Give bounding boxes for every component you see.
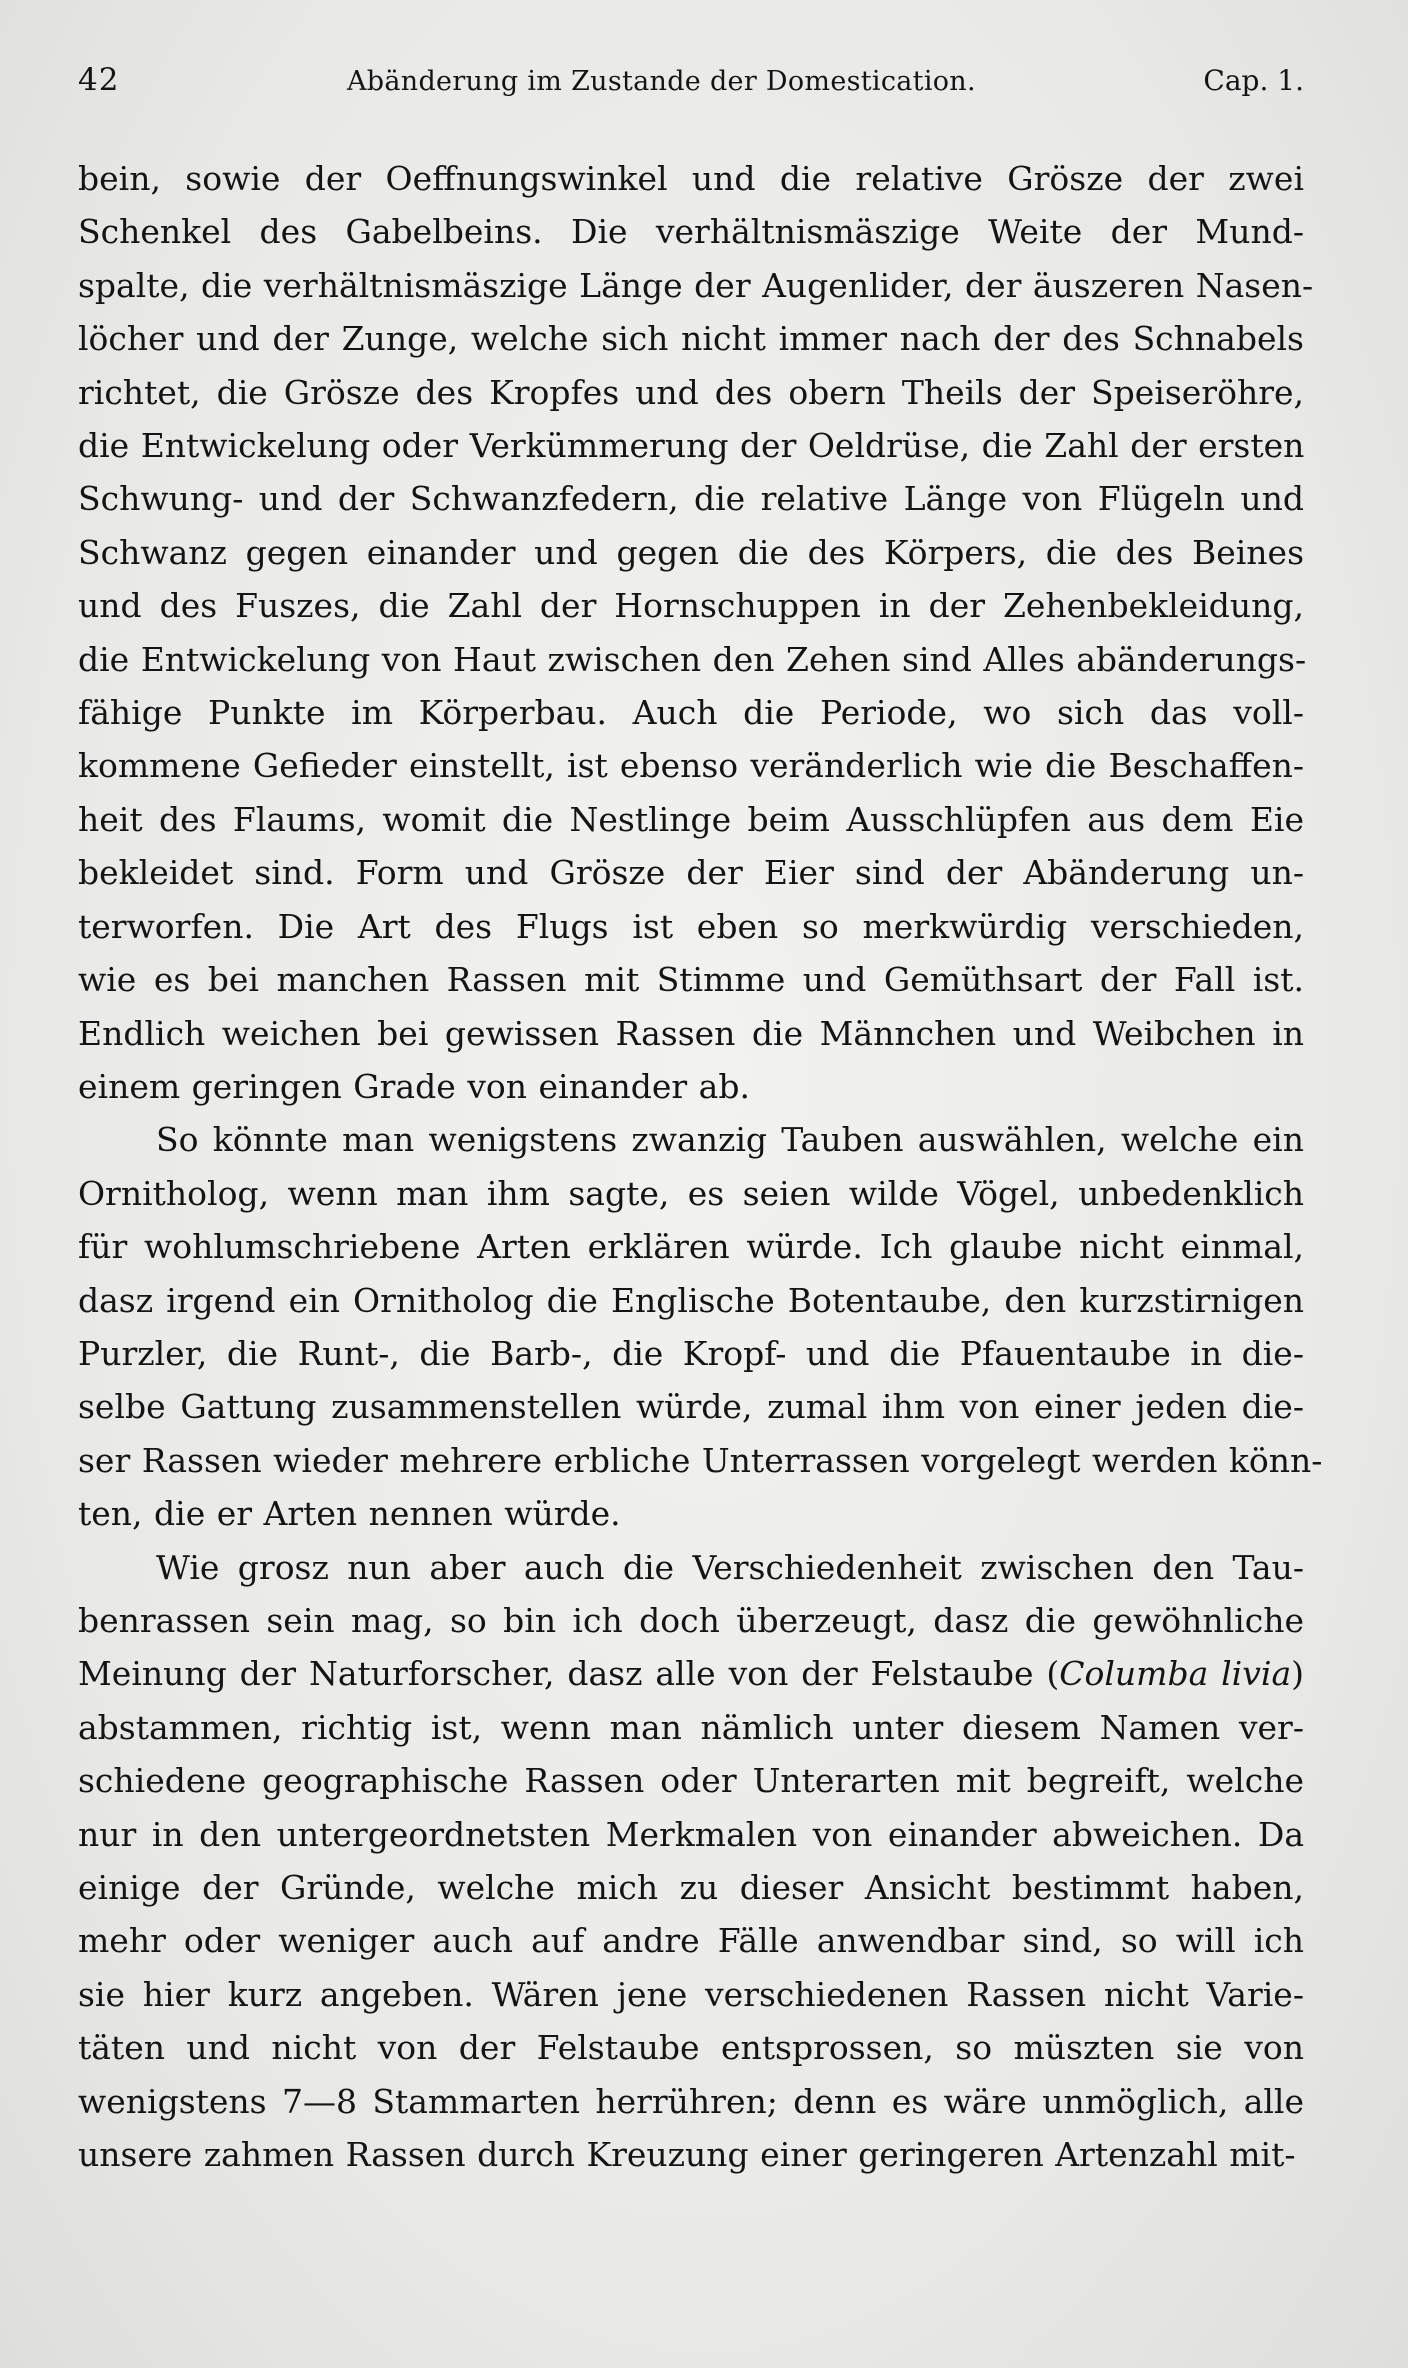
text-line: die Entwickelung oder Verkümmerung der Oeldrüse, die Zahl der ersten xyxy=(78,426,1305,466)
text-line: bein, sowie der Oeffnungswinkel und die relative Grösze der zwei xyxy=(78,159,1304,198)
text-line: richtet, die Grösze des Kropfes und des obern Theils der Speiseröhre, xyxy=(78,372,1304,412)
text-line: Schenkel des Gabelbeins. Die verhältnismäszige Weite der Mund- xyxy=(78,212,1304,252)
text-line: täten und nicht von der Felstaube entsprossen, so müszten sie von xyxy=(78,2028,1304,2068)
text-line: wenigstens 7—8 Stammarten herrühren; denn es wäre unmöglich, alle xyxy=(78,2081,1304,2121)
text-line: schiedene geographische Rassen oder Unterarten mit begreift, welche xyxy=(78,1761,1304,1801)
text-line: unsere zahmen Rassen durch Kreuzung einer geringeren Artenzahl mit- xyxy=(78,2135,1296,2175)
text-line: spalte, die verhältnismäszige Länge der Augenlider, der äuszeren Nasen- xyxy=(78,265,1314,305)
text-line: einige der Gründe, welche mich zu dieser Ansicht bestimmt haben, xyxy=(78,1868,1304,1907)
running-head xyxy=(78,62,1304,122)
text-line: Endlich weichen bei gewissen Rassen die Männchen und Weibchen in xyxy=(78,1013,1304,1053)
page-number: 42 xyxy=(78,62,120,98)
body-text xyxy=(78,152,1323,2181)
text-line: So könnte man wenigstens zwanzig Tauben auswählen, welche ein xyxy=(156,1120,1304,1160)
text-line: und des Fuszes, die Zahl der Hornschuppen in der Zehenbekleidung, xyxy=(78,586,1304,626)
text-line: terworfen. Die Art des Flugs ist eben so merkwürdig verschieden, xyxy=(78,906,1304,946)
text-line: Meinung der Naturforscher, dasz alle von der Felstaube (Columba livia) xyxy=(78,1654,1304,1694)
chapter-label: Cap. 1. xyxy=(1203,64,1304,97)
paragraph xyxy=(78,152,1314,1113)
text-line: Purzler, die Runt-, die Barb-, die Kropf- und die Pfauentaube in die- xyxy=(78,1333,1304,1373)
paragraph xyxy=(78,1541,1304,2182)
text-line: dasz irgend ein Ornitholog die Englische Botentaube, den kurzstirnigen xyxy=(78,1280,1304,1320)
text-line: wie es bei manchen Rassen mit Stimme und Gemüthsart der Fall ist. xyxy=(78,960,1304,1000)
text-line: löcher und der Zunge, welche sich nicht immer nach der des Schnabels xyxy=(78,319,1304,359)
text-line: benrassen sein mag, so bin ich doch überzeugt, dasz die gewöhnliche xyxy=(78,1600,1304,1640)
text-line: bekleidet sind. Form und Grösze der Eier sind der Abänderung un- xyxy=(78,853,1304,893)
paragraph xyxy=(78,1113,1323,1540)
text-line: ser Rassen wieder mehrere erbliche Unterrassen vorgelegt werden könn- xyxy=(78,1440,1323,1480)
running-title: Abänderung im Zustande der Domestication. xyxy=(346,66,976,97)
text-line: Schwanz gegen einander und gegen die des Körpers, die des Beines xyxy=(78,532,1304,572)
text-line: heit des Flaums, womit die Nestlinge beim Ausschlüpfen aus dem Eie xyxy=(78,799,1304,839)
text-line: selbe Gattung zusammenstellen würde, zumal ihm von einer jeden die- xyxy=(78,1387,1304,1427)
text-line: für wohlumschriebene Arten erklären würde. Ich glaube nicht einmal, xyxy=(78,1227,1304,1267)
text-line: einem geringen Grade von einander ab. xyxy=(78,1066,750,1106)
text-line: nur in den untergeordnetsten Merkmalen von einander abweichen. Da xyxy=(78,1814,1304,1854)
text-line: abstammen, richtig ist, wenn man nämlich unter diesem Namen ver- xyxy=(78,1707,1304,1747)
text-line: ten, die er Arten nennen würde. xyxy=(78,1494,621,1534)
text-line: kommene Gefieder einstellt, ist ebenso veränderlich wie die Beschaffen- xyxy=(78,746,1304,786)
text-line: Ornitholog, wenn man ihm sagte, es seien wilde Vögel, unbedenklich xyxy=(78,1173,1304,1213)
text-line: sie hier kurz angeben. Wären jene verschiedenen Rassen nicht Varie- xyxy=(78,1974,1304,2014)
text-line: Wie grosz nun aber auch die Verschiedenheit zwischen den Tau- xyxy=(156,1547,1304,1587)
text-line: mehr oder weniger auch auf andre Fälle anwendbar sind, so will ich xyxy=(78,1921,1304,1961)
text-line: die Entwickelung von Haut zwischen den Zehen sind Alles abänderungs- xyxy=(78,639,1307,679)
text-line: Schwung- und der Schwanzfedern, die relative Länge von Flügeln und xyxy=(78,479,1304,519)
text-line: fähige Punkte im Körperbau. Auch die Periode, wo sich das voll- xyxy=(78,693,1304,733)
